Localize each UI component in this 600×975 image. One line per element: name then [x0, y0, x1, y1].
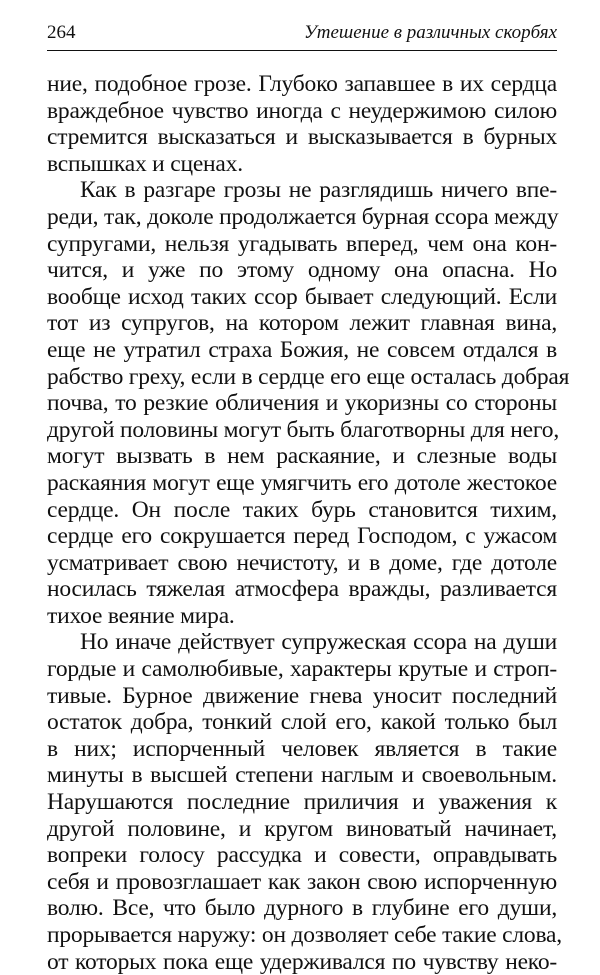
text-line: почва, то резкие обличения и укоризны со стороны [47, 390, 557, 417]
text-line: сердце его сокрушается перед Господом, с ужасом [47, 523, 557, 550]
text-line: Но иначе действует супружеская ссора на души [80, 629, 557, 656]
text-line: волю. Все, что было дурного в глубине его души, [47, 895, 557, 922]
text-line: чится, и уже по этому одному она опасна. Но [47, 257, 557, 284]
text-line: реди, так, доколе продолжается бурная ссора между [47, 203, 559, 230]
text-line: другой половине, и кругом виноватый начинает, [47, 815, 557, 842]
paragraph [47, 629, 562, 975]
text-line: вспышках и сценах. [47, 150, 243, 177]
text-line: супругами, нельзя угадывать вперед, чем она кон- [47, 230, 557, 257]
text-line: вообще исход таких ссор бывает следующий. Если [47, 283, 557, 310]
text-line: вопреки голосу рассудка и совести, оправдывать [47, 842, 557, 869]
text-line: носилась тяжелая атмосфера вражды, разливается [47, 576, 557, 603]
paragraph [47, 177, 570, 629]
body-text [47, 71, 570, 975]
text-line: могут вызвать в нем раскаяние, и слезные воды [47, 443, 557, 470]
text-line: усматривает свою нечистоту, и в доме, где дотоле [47, 549, 557, 576]
text-line: в них; испорченный человек является в такие [47, 735, 557, 762]
text-line: Нарушаются последние приличия и уважения к [47, 789, 557, 816]
text-line: враждебное чувство иногда с неудержимою силою [47, 97, 557, 124]
text-line: гордые и самолюбивые, характеры крутые и строп- [47, 656, 557, 683]
text-line: Как в разгаре грозы не разглядишь ничего впе- [80, 177, 557, 204]
text-line: стремится высказаться и высказывается в бурных [47, 124, 557, 151]
text-line: ние, подобное грозе. Глубоко запавшее в их сердца [47, 71, 557, 97]
page-number: 264 [47, 22, 76, 43]
text-line: прорывается наружу: он дозволяет себе такие слова, [47, 922, 562, 948]
text-line: рабство греху, если в сердце его еще осталась добрая [47, 363, 570, 390]
text-line: остаток добра, тонкий слой его, какой только был [47, 709, 557, 736]
text-line: минуты в высшей степени наглым и своевольным. [47, 762, 557, 789]
text-line: еще не утратил страха Божия, не совсем отдался в [47, 336, 557, 363]
text-line: себя и провозглашает как закон свою испорченную [47, 868, 557, 895]
text-line: сердце. Он после таких бурь становится тихим, [47, 496, 557, 523]
text-line: тихое веяние мира. [47, 602, 235, 629]
paragraph [47, 71, 557, 177]
header-rule [47, 50, 557, 51]
text-line: от которых пока еще удерживался по чувству неко- [47, 948, 557, 975]
text-line: тивые. Бурное движение гнева уносит последний [47, 682, 557, 709]
page-header [47, 18, 557, 48]
text-line: раскаяния могут еще умягчить его дотоле жестокое [47, 469, 557, 496]
text-line: другой половины могут быть благотворны для него, [47, 416, 559, 443]
running-title: Утешение в различных скорбях [303, 22, 557, 43]
text-line: тот из супругов, на котором лежит главная вина, [47, 310, 557, 337]
